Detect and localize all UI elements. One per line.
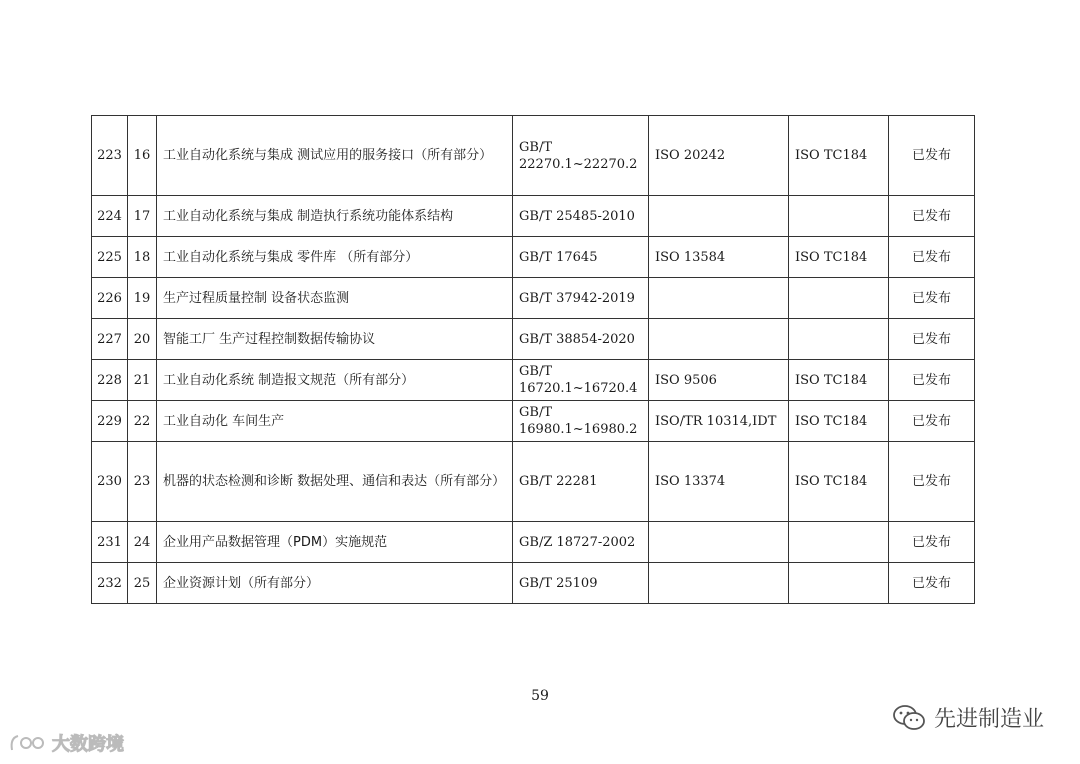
watermark-left-text: 大数跨境 [52, 734, 124, 755]
row-index-cell: 20 [128, 319, 157, 360]
table-row [92, 278, 975, 319]
iso-code-cell: ISO 20242 [649, 116, 789, 196]
tc-committee-cell: ISO TC184 [789, 237, 889, 278]
status-cell: 已发布 [889, 116, 975, 196]
row-number-cell: 229 [92, 401, 128, 442]
row-index-cell: 25 [128, 563, 157, 604]
status-cell: 已发布 [889, 360, 975, 401]
tc-committee-cell [789, 278, 889, 319]
gb-code-cell: GB/T 16720.1~16720.4 [513, 360, 649, 401]
table-row [92, 196, 975, 237]
wechat-icon [892, 704, 926, 732]
standard-name-cell: 工业自动化系统 制造报文规范（所有部分） [157, 360, 513, 401]
status-cell: 已发布 [889, 278, 975, 319]
standards-table-body [92, 116, 975, 604]
row-index-cell: 24 [128, 522, 157, 563]
row-index-cell: 21 [128, 360, 157, 401]
row-index-cell: 16 [128, 116, 157, 196]
row-number-cell: 224 [92, 196, 128, 237]
gb-code-cell: GB/T 16980.1~16980.2 [513, 401, 649, 442]
iso-code-cell: ISO 13374 [649, 442, 789, 522]
row-index-cell: 22 [128, 401, 157, 442]
status-cell: 已发布 [889, 563, 975, 604]
iso-code-cell [649, 196, 789, 237]
row-number-cell: 227 [92, 319, 128, 360]
tc-committee-cell: ISO TC184 [789, 401, 889, 442]
standard-name-cell: 企业用产品数据管理（PDM）实施规范 [157, 522, 513, 563]
table-row [92, 522, 975, 563]
gb-code-cell: GB/T 25485-2010 [513, 196, 649, 237]
status-cell: 已发布 [889, 196, 975, 237]
row-index-cell: 23 [128, 442, 157, 522]
standard-name-cell: 工业自动化 车间生产 [157, 401, 513, 442]
row-index-cell: 19 [128, 278, 157, 319]
standards-table [91, 115, 975, 604]
table-row [92, 360, 975, 401]
standard-name-cell: 工业自动化系统与集成 零件库 （所有部分） [157, 237, 513, 278]
table-row [92, 563, 975, 604]
tc-committee-cell [789, 522, 889, 563]
standard-name-cell: 智能工厂 生产过程控制数据传输协议 [157, 319, 513, 360]
table-row [92, 401, 975, 442]
row-index-cell: 18 [128, 237, 157, 278]
table-row [92, 237, 975, 278]
page-number: 59 [531, 688, 549, 704]
iso-code-cell [649, 563, 789, 604]
tc-committee-cell: ISO TC184 [789, 116, 889, 196]
watermark-right-text: 先进制造业 [933, 707, 1044, 732]
standard-name-cell: 工业自动化系统与集成 测试应用的服务接口（所有部分） [157, 116, 513, 196]
row-number-cell: 232 [92, 563, 128, 604]
standard-name-cell: 工业自动化系统与集成 制造执行系统功能体系结构 [157, 196, 513, 237]
row-index-cell: 17 [128, 196, 157, 237]
standard-name-cell: 企业资源计划（所有部分） [157, 563, 513, 604]
status-cell: 已发布 [889, 319, 975, 360]
iso-code-cell [649, 319, 789, 360]
status-cell: 已发布 [889, 401, 975, 442]
row-number-cell: 228 [92, 360, 128, 401]
status-cell: 已发布 [889, 237, 975, 278]
tc-committee-cell: ISO TC184 [789, 442, 889, 522]
table-row [92, 442, 975, 522]
row-number-cell: 226 [92, 278, 128, 319]
gb-code-cell: GB/Z 18727-2002 [513, 522, 649, 563]
iso-code-cell [649, 522, 789, 563]
gb-code-cell: GB/T 17645 [513, 237, 649, 278]
status-cell: 已发布 [889, 442, 975, 522]
status-cell: 已发布 [889, 522, 975, 563]
tc-committee-cell [789, 196, 889, 237]
gb-code-cell: GB/T 25109 [513, 563, 649, 604]
row-number-cell: 230 [92, 442, 128, 522]
gb-code-cell: GB/T 22281 [513, 442, 649, 522]
gb-code-cell: GB/T 22270.1~22270.2 [513, 116, 649, 196]
standard-name-cell: 生产过程质量控制 设备状态监测 [157, 278, 513, 319]
table-row [92, 116, 975, 196]
iso-code-cell [649, 278, 789, 319]
tc-committee-cell [789, 563, 889, 604]
gb-code-cell: GB/T 37942-2019 [513, 278, 649, 319]
row-number-cell: 225 [92, 237, 128, 278]
iso-code-cell: ISO 13584 [649, 237, 789, 278]
table-row [92, 319, 975, 360]
row-number-cell: 223 [92, 116, 128, 196]
standard-name-cell: 机器的状态检测和诊断 数据处理、通信和表达（所有部分） [157, 442, 513, 522]
iso-code-cell: ISO/TR 10314,IDT [649, 401, 789, 442]
watermark-right [892, 702, 1044, 733]
watermark-left [8, 730, 124, 756]
iso-code-cell: ISO 9506 [649, 360, 789, 401]
tc-committee-cell [789, 319, 889, 360]
tc-committee-cell: ISO TC184 [789, 360, 889, 401]
brand-logo-icon [8, 732, 48, 754]
row-number-cell: 231 [92, 522, 128, 563]
gb-code-cell: GB/T 38854-2020 [513, 319, 649, 360]
